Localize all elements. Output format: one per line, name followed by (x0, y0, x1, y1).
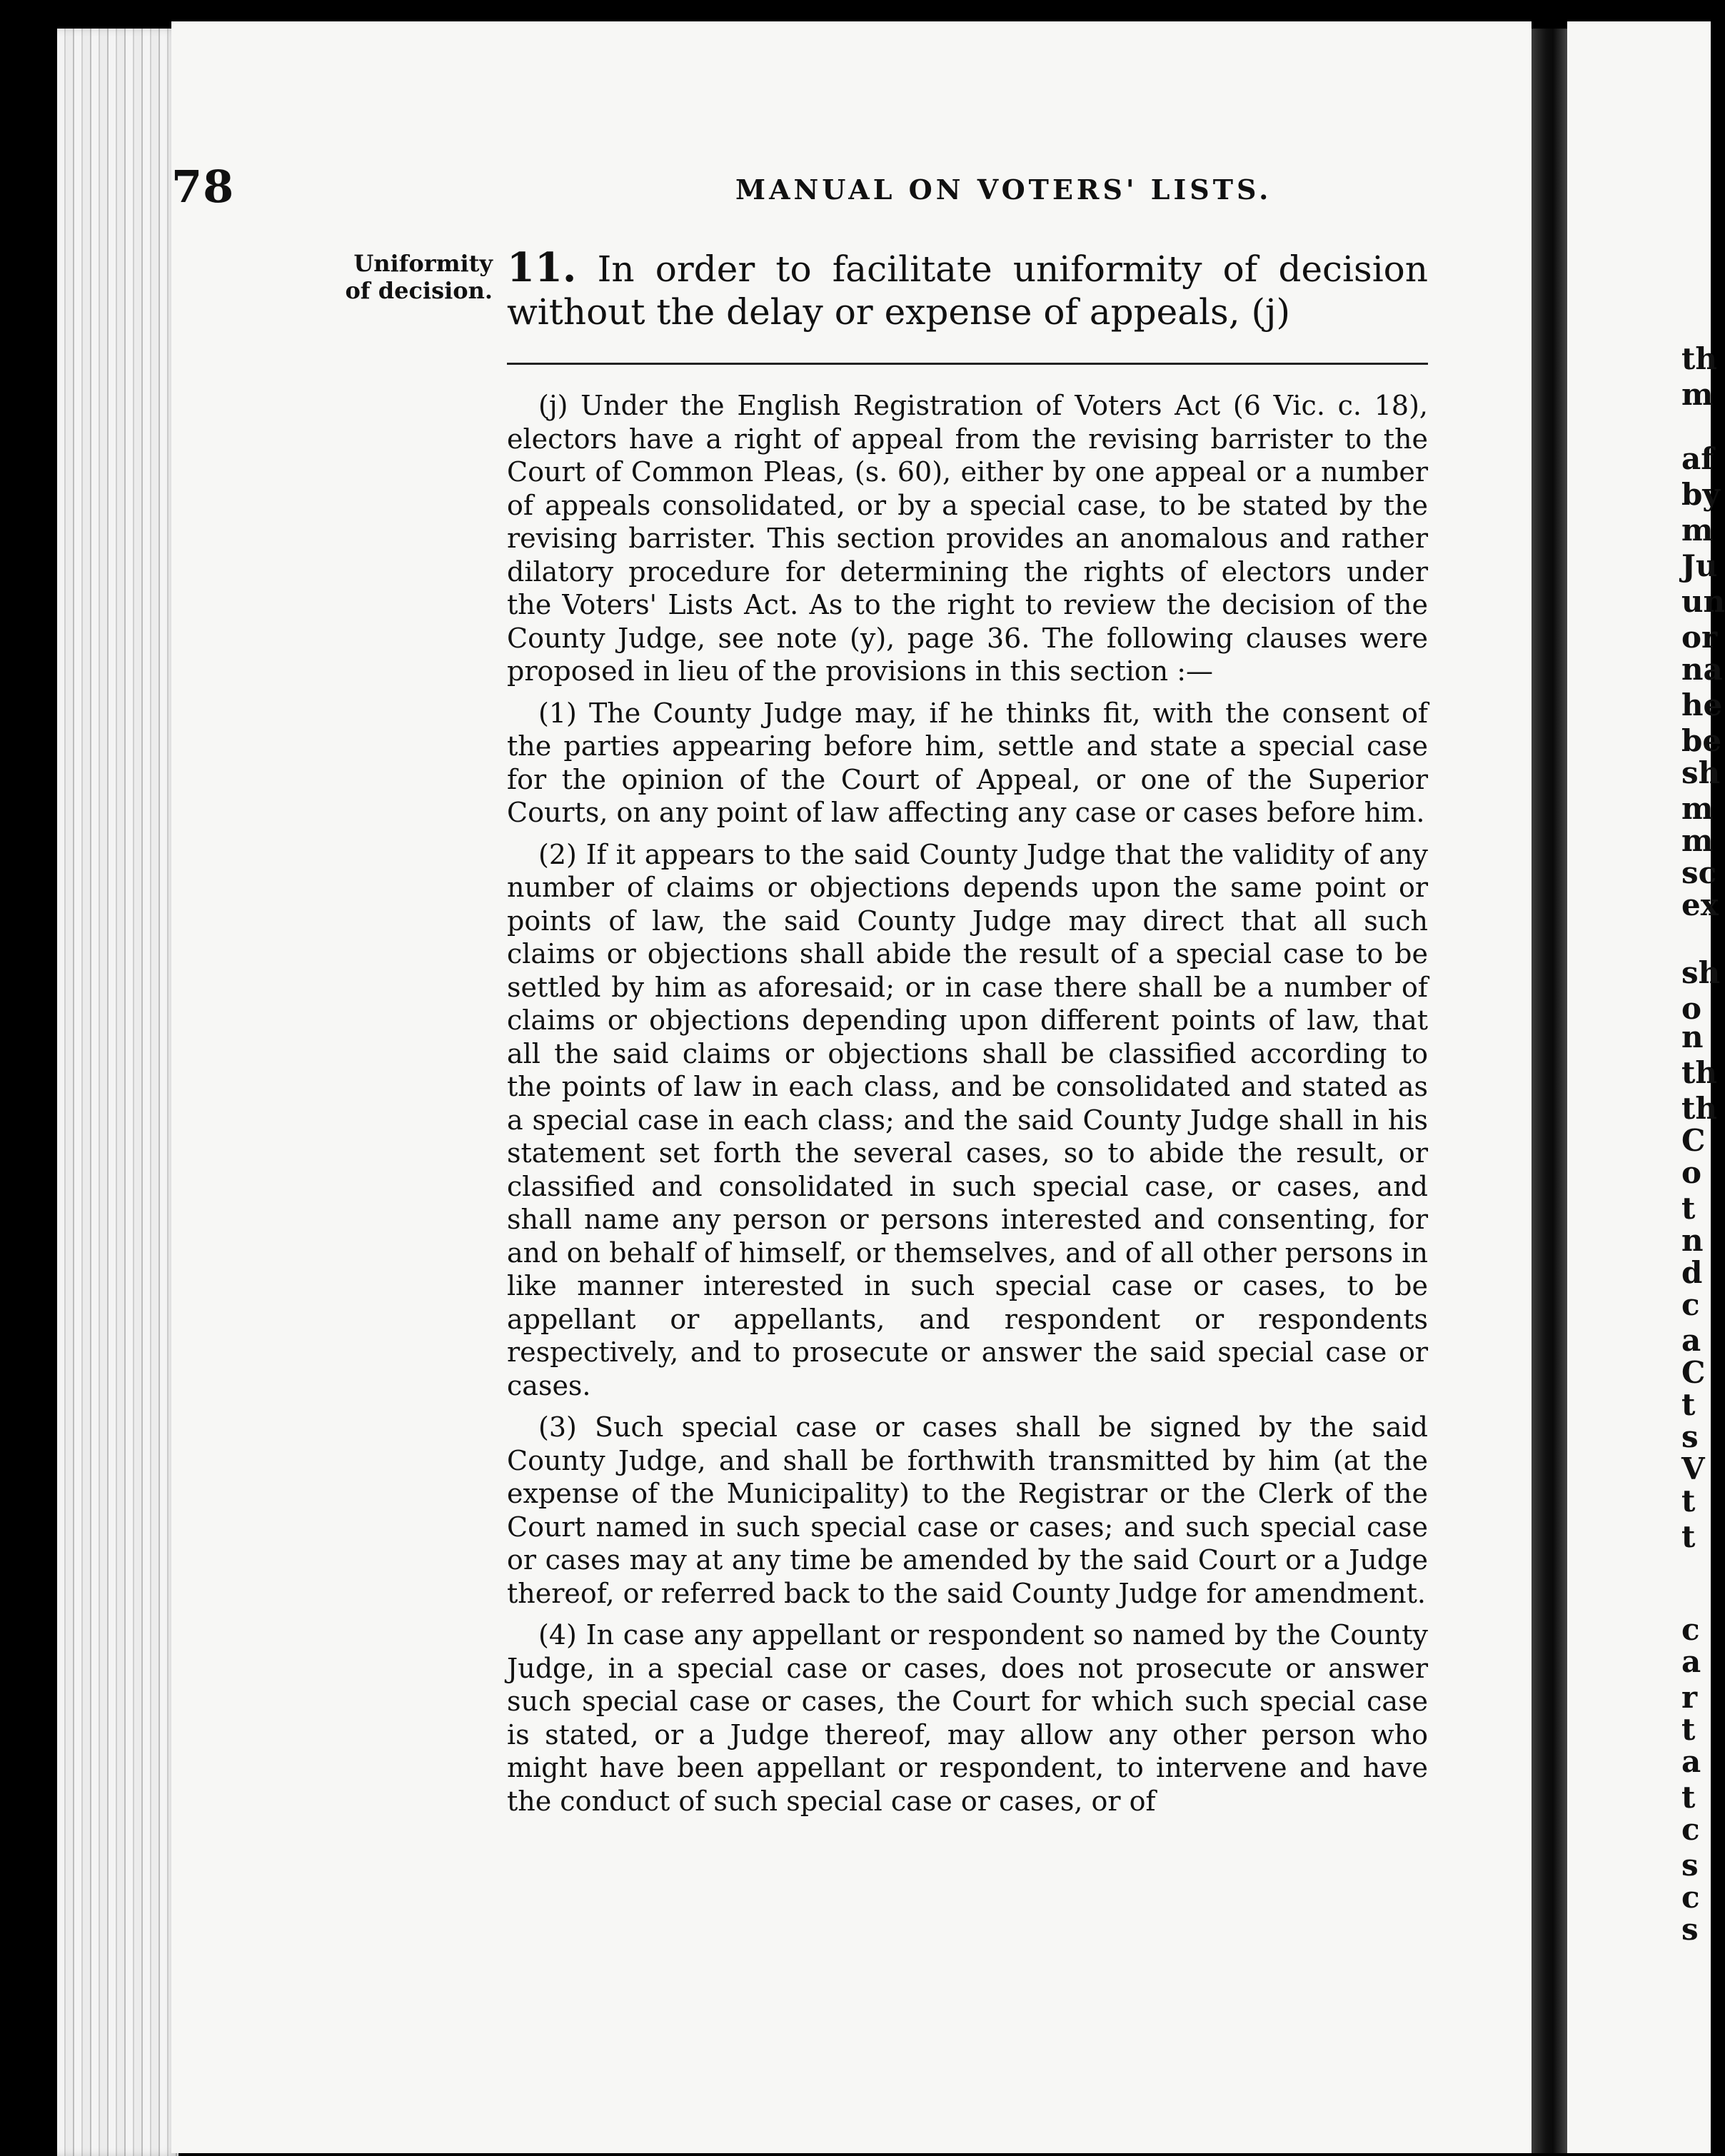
facing-page-fragment: o (1681, 991, 1702, 1026)
facing-page-fragment: th (1681, 1055, 1717, 1090)
section-body: In order to facilitate uniformity of decision without the delay or expense of appeals, (j) (507, 248, 1428, 333)
facing-page-fragment: t (1681, 1483, 1696, 1518)
page-number: 78 (171, 161, 235, 213)
facing-page-fragment: a (1681, 1644, 1701, 1679)
facing-page-fragment: a (1681, 1323, 1701, 1358)
facing-page-fragment: by (1681, 477, 1720, 512)
facing-page-fragment: o (1681, 1155, 1702, 1190)
facing-page-fragment: t (1681, 1387, 1696, 1422)
facing-page-fragment: th (1681, 1091, 1717, 1126)
facing-page-fragment: sh (1681, 955, 1721, 990)
facing-page-fragment: t (1681, 1780, 1696, 1815)
facing-page-fragment: C (1681, 1123, 1706, 1158)
facing-page-fragment: s (1681, 1848, 1699, 1883)
facing-page-fragment: n (1681, 1223, 1704, 1258)
facing-page-fragment: t (1681, 1191, 1696, 1226)
facing-page-fragment: or (1681, 620, 1718, 655)
facing-page-fragment: s (1681, 1912, 1699, 1947)
facing-page-fragment: n (1681, 1019, 1704, 1054)
facing-page-fragment: m (1681, 377, 1714, 412)
facing-page-fragment: C (1681, 1355, 1706, 1390)
facing-page-fragment: t (1681, 1712, 1696, 1747)
facing-page-fragment: sh (1681, 755, 1721, 790)
section-11-text (507, 246, 1428, 333)
facing-page-fragment: r (1681, 1680, 1698, 1715)
footnote-clause-4: (4) In case any appellant or respondent so named by the County Judge, in a special case or cases, does not prosecute or answer such special case or cases, the Court for which such special case is stated, or a Judge thereof, may allow any other person who might have been appellant or respondent, to intervene and have the conduct of such special case or cases, or of (507, 1619, 1428, 1817)
footnote-rule (507, 363, 1428, 365)
margin-note (336, 250, 493, 304)
footnote-clause-2: (2) If it appears to the said County Judge that the validity of any number of claims or objections depends upon the same point or points of law, the said County Judge may direct that all such claims or objections shall abide the result of a special case to be settled by him as aforesaid; or in case there shall be a number of claims or objections depending upon different points of law, that all the said claims or objections shall be classified according to the points of law in each class, and be consolidated and stated as a special case in each class; and the said County Judge shall in his statement set forth the several cases, so to abide the result, or classified and consolidated in such special case, or cases, and shall name any person or persons interested and consenting, for and on behalf of himself, or themselves, and of all other persons in like manner interested in such special case or cases, to be appellant or appellants, and respondent or respondents respectively, and to prosecute or answer the said special case or cases. (507, 838, 1428, 1401)
footnote-paragraph-intro: (j) Under the English Registration of Voters Act (6 Vic. c. 18), electors have a right of appeal from the revising barrister to the Court of Common Pleas, (s. 60), either by one appeal or a number of appeals consolidated, or by a special case, to be stated by the revising barrister. This section provides an anomalous and rather dilatory procedure for determining the rights of electors under the Voters' Lists Act. As to the right to review the decision of the County Judge, see note (y), page 36. The following clauses were proposed in lieu of the provisions in this section :— (507, 390, 1428, 687)
section-number: 11. (507, 244, 577, 291)
facing-page-fragment: m (1681, 823, 1714, 858)
facing-page-fragment: ex (1681, 887, 1719, 922)
facing-page-fragment: d (1681, 1255, 1703, 1290)
facing-page (1567, 21, 1725, 2153)
facing-page-fragment: sc (1681, 855, 1717, 890)
facing-page-fragment: na (1681, 652, 1723, 687)
footnote-j (507, 389, 1428, 1826)
footnote-clause-1: (1) The County Judge may, if he thinks fit, with the consent of the parties appearing before him, settle and state a special case for the opinion of the Court of Appeal, or one of the Superior Courts, on any point of law affecting any case or cases before him. (507, 697, 1428, 828)
facing-page-fragment: m (1681, 513, 1714, 548)
facing-page-fragment: af (1681, 441, 1714, 476)
facing-page-fragment: c (1681, 1812, 1700, 1847)
book-page-edges (57, 29, 178, 2156)
margin-note-line-2: of decision. (345, 277, 493, 304)
book-gutter (1532, 29, 1567, 2153)
facing-page-fragment: be (1681, 723, 1722, 758)
running-header: MANUAL ON VOTERS' LISTS. (735, 173, 1272, 206)
facing-page-fragment: V (1681, 1451, 1705, 1486)
margin-note-line-1: Uniformity (353, 250, 493, 277)
facing-page-fragment: c (1681, 1880, 1700, 1915)
footnote-clause-3: (3) Such special case or cases shall be signed by the said County Judge, and shall be forthwith transmitted by him (at the expense of the Municipality) to the Registrar or the Clerk of the Court named in such special case or cases; and such special case or cases may at any time be amended by the said Court or a Judge thereof, or referred back to the said County Judge for amendment. (507, 1411, 1428, 1609)
facing-page-fragment: th (1681, 341, 1717, 376)
facing-page-fragment: un (1681, 584, 1725, 619)
facing-page-fragment: c (1681, 1612, 1700, 1647)
facing-page-fragment: Ju (1681, 548, 1718, 583)
facing-page-fragment: a (1681, 1744, 1701, 1779)
facing-page-fragment: s (1681, 1419, 1699, 1454)
facing-page-fragment: c (1681, 1287, 1700, 1322)
facing-page-fragment: t (1681, 1519, 1696, 1554)
facing-page-fragment: he (1681, 687, 1723, 722)
facing-page-fragment: m (1681, 791, 1714, 826)
